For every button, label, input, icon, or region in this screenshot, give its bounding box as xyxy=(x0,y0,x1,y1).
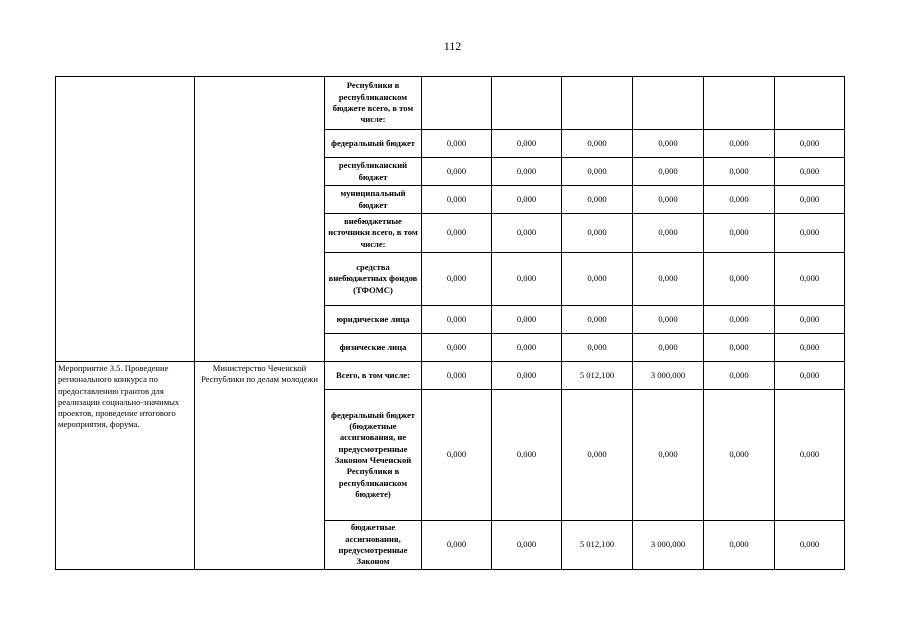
value-cell: 0,000 xyxy=(704,306,775,334)
value-cell xyxy=(775,77,845,130)
value-cell: 0,000 xyxy=(633,390,704,521)
value-cell: 0,000 xyxy=(422,130,492,158)
value-cell xyxy=(492,77,562,130)
value-cell: 0,000 xyxy=(492,158,562,186)
value-cell: 0,000 xyxy=(775,306,845,334)
value-cell: 0,000 xyxy=(775,334,845,362)
budget-table-body xyxy=(56,77,845,570)
value-cell: 0,000 xyxy=(775,253,845,306)
value-cell: 0,000 xyxy=(562,158,633,186)
value-cell: 0,000 xyxy=(633,214,704,253)
value-cell xyxy=(633,77,704,130)
value-cell: 0,000 xyxy=(704,186,775,214)
value-cell: 0,000 xyxy=(492,130,562,158)
value-cell: 0,000 xyxy=(562,306,633,334)
value-cell: 0,000 xyxy=(422,362,492,390)
value-cell xyxy=(704,77,775,130)
funding-source-cell: юридические лица xyxy=(325,306,422,334)
value-cell: 0,000 xyxy=(422,253,492,306)
value-cell: 5 012,100 xyxy=(562,521,633,570)
value-cell: 0,000 xyxy=(775,362,845,390)
value-cell: 0,000 xyxy=(422,334,492,362)
value-cell: 0,000 xyxy=(422,158,492,186)
event-cell-empty xyxy=(56,77,195,362)
funding-source-cell: муниципальный бюджет xyxy=(325,186,422,214)
value-cell: 0,000 xyxy=(633,334,704,362)
funding-source-cell: Республики в республиканском бюджете всего, в том числе: xyxy=(325,77,422,130)
value-cell xyxy=(422,77,492,130)
table-row xyxy=(56,77,845,130)
executor-cell: Министерство Чеченской Республики по делам молодежи xyxy=(195,362,325,570)
value-cell: 0,000 xyxy=(633,186,704,214)
value-cell: 5 012,100 xyxy=(562,362,633,390)
value-cell: 0,000 xyxy=(492,390,562,521)
budget-table xyxy=(55,76,845,570)
value-cell: 0,000 xyxy=(422,186,492,214)
funding-source-cell: средства внебюджетных фондов (ТФОМС) xyxy=(325,253,422,306)
event-name-cell: Мероприятие 3.5. Проведение регионального конкурса по предоставлению грантов для реализации социально-значимых проектов, проведение итогового мероприятия, форума. xyxy=(56,362,195,570)
value-cell: 0,000 xyxy=(775,130,845,158)
value-cell: 3 000,000 xyxy=(633,362,704,390)
table-row xyxy=(56,362,845,390)
value-cell: 0,000 xyxy=(492,306,562,334)
value-cell: 0,000 xyxy=(775,214,845,253)
value-cell: 0,000 xyxy=(633,130,704,158)
funding-source-cell: физические лица xyxy=(325,334,422,362)
value-cell: 0,000 xyxy=(775,390,845,521)
funding-source-cell: бюджетные ассигнования, предусмотренные Законом xyxy=(325,521,422,570)
value-cell: 0,000 xyxy=(422,214,492,253)
funding-source-cell: федеральный бюджет xyxy=(325,130,422,158)
value-cell: 0,000 xyxy=(704,158,775,186)
value-cell: 0,000 xyxy=(704,390,775,521)
funding-source-cell: федеральный бюджет (бюджетные ассигнования, не предусмотренные Законом Чеченской Республики в республиканском бюджете) xyxy=(325,390,422,521)
value-cell xyxy=(562,77,633,130)
value-cell: 0,000 xyxy=(422,306,492,334)
value-cell: 0,000 xyxy=(562,186,633,214)
value-cell: 0,000 xyxy=(492,362,562,390)
value-cell: 3 000,000 xyxy=(633,521,704,570)
value-cell: 0,000 xyxy=(704,521,775,570)
value-cell: 0,000 xyxy=(633,306,704,334)
value-cell: 0,000 xyxy=(492,214,562,253)
value-cell: 0,000 xyxy=(704,253,775,306)
value-cell: 0,000 xyxy=(492,334,562,362)
value-cell: 0,000 xyxy=(422,390,492,521)
value-cell: 0,000 xyxy=(704,362,775,390)
value-cell: 0,000 xyxy=(492,521,562,570)
value-cell: 0,000 xyxy=(775,158,845,186)
value-cell: 0,000 xyxy=(704,334,775,362)
value-cell: 0,000 xyxy=(633,158,704,186)
executor-cell-empty xyxy=(195,77,325,362)
value-cell: 0,000 xyxy=(633,253,704,306)
value-cell: 0,000 xyxy=(562,214,633,253)
value-cell: 0,000 xyxy=(775,186,845,214)
value-cell: 0,000 xyxy=(562,390,633,521)
value-cell: 0,000 xyxy=(492,253,562,306)
funding-source-cell: Всего, в том числе: xyxy=(325,362,422,390)
value-cell: 0,000 xyxy=(704,214,775,253)
value-cell: 0,000 xyxy=(704,130,775,158)
value-cell: 0,000 xyxy=(775,521,845,570)
value-cell: 0,000 xyxy=(492,186,562,214)
value-cell: 0,000 xyxy=(562,334,633,362)
value-cell: 0,000 xyxy=(422,521,492,570)
value-cell: 0,000 xyxy=(562,130,633,158)
page-number: 112 xyxy=(443,39,462,53)
funding-source-cell: внебюджетные источники всего, в том числе: xyxy=(325,214,422,253)
funding-source-cell: республиканский бюджет xyxy=(325,158,422,186)
value-cell: 0,000 xyxy=(562,253,633,306)
